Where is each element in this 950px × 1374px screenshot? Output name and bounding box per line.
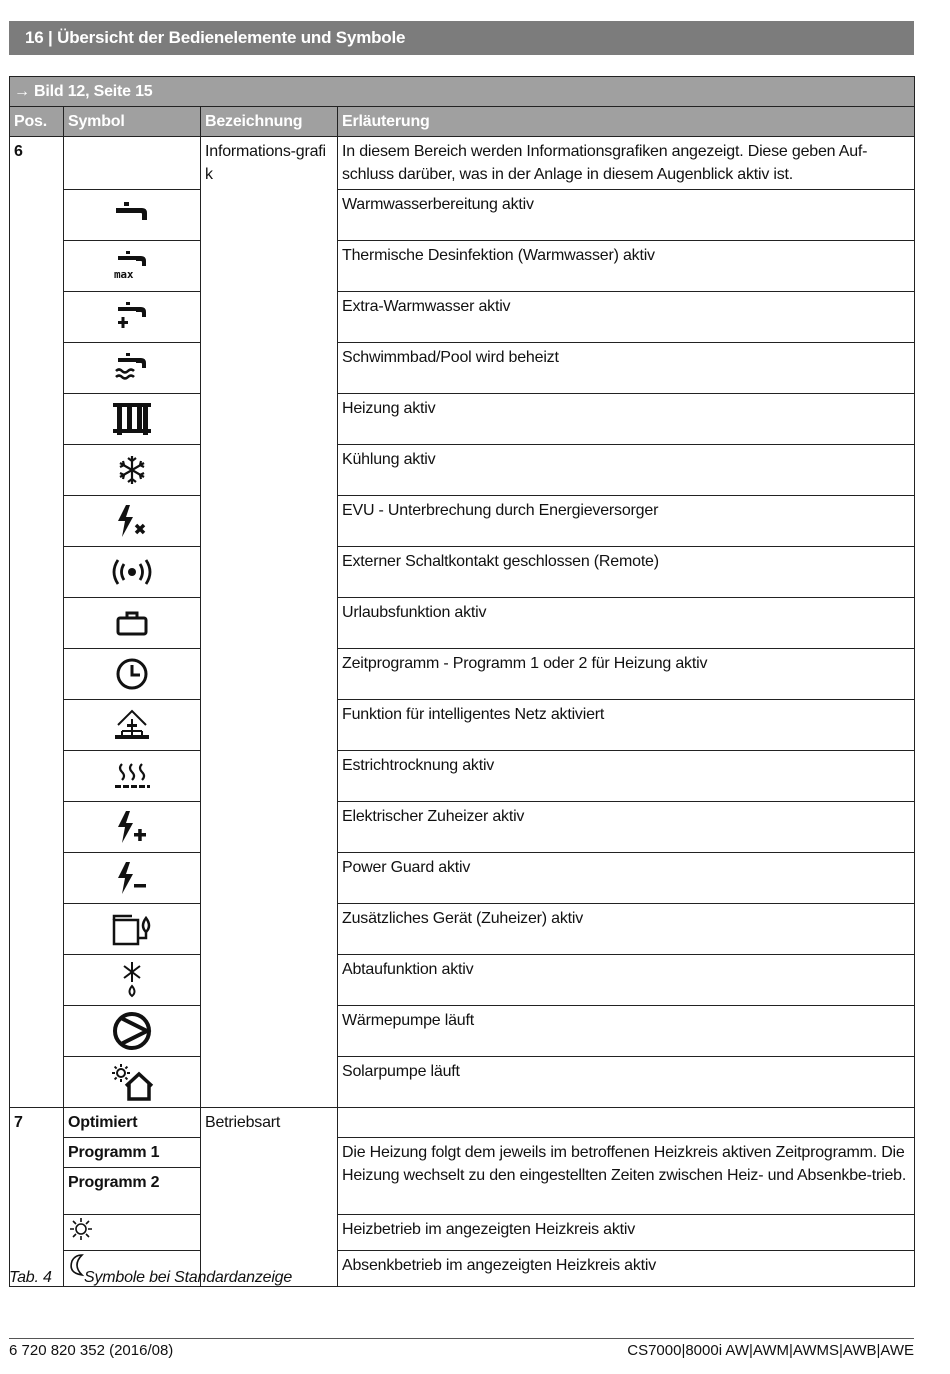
pos6-description: In diesem Bereich werden Informationsgrafiken angezeigt. Diese geben Auf-schluss darüber, was in der Anlage in diesem Augenblick aktiv ist. <box>338 137 915 190</box>
smart-grid-icon <box>64 700 201 751</box>
info-row-text: Thermische Desinfektion (Warmwasser) aktiv <box>338 241 915 292</box>
column-header-bezeichnung: Bezeichnung <box>201 107 338 137</box>
lightning-x-icon <box>64 496 201 547</box>
sun-description: Heizbetrieb im angezeigten Heizkreis aktiv <box>338 1215 915 1251</box>
sun-icon <box>64 1215 201 1251</box>
pos7-designation: Betriebsart <box>201 1108 338 1287</box>
info-row-text: Extra-Warmwasser aktiv <box>338 292 915 343</box>
info-row-text: Heizung aktiv <box>338 394 915 445</box>
pump-icon <box>64 1006 201 1057</box>
table-reference: → Bild 12, Seite 15 <box>10 77 915 107</box>
radiator-icon <box>64 394 201 445</box>
caption-label: Tab. 4 <box>9 1269 52 1286</box>
product-models: CS7000|8000i AW|AWM|AWMS|AWB|AWE <box>627 1342 914 1359</box>
pos-6: 6 <box>10 137 64 1108</box>
document-number: 6 720 820 352 (2016/08) <box>9 1342 174 1359</box>
info-row-text: Power Guard aktiv <box>338 853 915 904</box>
mode-programm-1: Programm 1 <box>64 1138 201 1168</box>
symbol-empty <box>64 137 201 190</box>
info-row-text: Kühlung aktiv <box>338 445 915 496</box>
suitcase-icon <box>64 598 201 649</box>
svg-text:max: max <box>114 268 134 281</box>
info-row-text: Schwimmbad/Pool wird beheizt <box>338 343 915 394</box>
info-row-text: Warmwasserbereitung aktiv <box>338 190 915 241</box>
info-row-text: Zeitprogramm - Programm 1 oder 2 für Heizung aktiv <box>338 649 915 700</box>
info-row-text: Abtaufunktion aktiv <box>338 955 915 1006</box>
lightning-minus-icon <box>64 853 201 904</box>
clock-icon <box>64 649 201 700</box>
info-row-text: EVU - Unterbrechung durch Energieversorger <box>338 496 915 547</box>
column-header-symbol: Symbol <box>64 107 201 137</box>
page-header: 16 | Übersicht der Bedienelemente und Symbole <box>9 21 914 55</box>
tap-plus-icon <box>64 292 201 343</box>
symbol-table <box>9 76 915 1287</box>
pos-7: 7 <box>10 1108 64 1287</box>
remote-signal-icon <box>64 547 201 598</box>
boiler-flame-icon <box>64 904 201 955</box>
programm-description: Die Heizung folgt dem jeweils im betroffenen Heizkreis aktiven Zeitprogramm. Die Heizung wechselt zu den eingestellten Zeiten zwischen Heiz- und Absenkbe-trieb. <box>338 1138 915 1215</box>
table-caption <box>9 1269 292 1287</box>
mode-programm-2: Programm 2 <box>64 1168 201 1215</box>
info-row-text: Wärmepumpe läuft <box>338 1006 915 1057</box>
column-header-erlaeuterung: Erläuterung <box>338 107 915 137</box>
info-row-text: Solarpumpe läuft <box>338 1057 915 1108</box>
info-row-text: Estrichtrocknung aktiv <box>338 751 915 802</box>
floor-drying-icon <box>64 751 201 802</box>
info-row-text: Funktion für intelligentes Netz aktiviert <box>338 700 915 751</box>
lightning-plus-icon <box>64 802 201 853</box>
info-row-text: Urlaubsfunktion aktiv <box>338 598 915 649</box>
column-header-pos: Pos. <box>10 107 64 137</box>
tap-pool-icon <box>64 343 201 394</box>
info-row-text: Elektrischer Zuheizer aktiv <box>338 802 915 853</box>
optimiert-description <box>338 1108 915 1138</box>
snowflake-icon <box>64 445 201 496</box>
pos6-designation: Informations-grafik <box>201 137 338 1108</box>
caption-text: Symbole bei Standardanzeige <box>84 1269 293 1286</box>
tap-icon <box>64 190 201 241</box>
info-row-text: Externer Schaltkontakt geschlossen (Remote) <box>338 547 915 598</box>
sun-house-icon <box>64 1057 201 1108</box>
mode-optimiert: Optimiert <box>64 1108 201 1138</box>
moon-description: Absenkbetrieb im angezeigten Heizkreis aktiv <box>338 1251 915 1287</box>
info-row-text: Zusätzliches Gerät (Zuheizer) aktiv <box>338 904 915 955</box>
defrost-icon <box>64 955 201 1006</box>
footer-divider <box>9 1338 914 1339</box>
tap-max-icon <box>64 241 201 292</box>
